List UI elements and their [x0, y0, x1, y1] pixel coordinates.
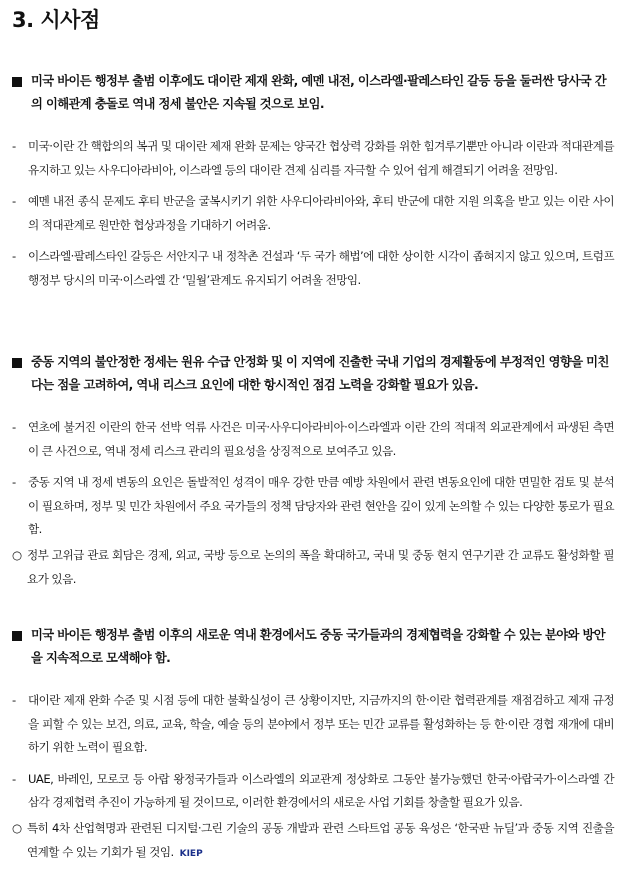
dash-marker: -: [12, 693, 16, 707]
square-bullet-icon: [12, 77, 22, 87]
dash-marker: -: [12, 475, 16, 490]
dash-marker: -: [12, 139, 16, 153]
page-title: 3. 시사점: [12, 8, 100, 32]
list-item: - 예멘 내전 종식 문제도 후티 반군을 굴복시키기 위한 사우디아라비아와, 후티 반군에 대한 지원 의혹을 받고 있는 이란 사이의 적대관계로 원만한 협상과정을 기대하기 어려움.: [12, 190, 614, 237]
headline-text: 미국 바이든 행정부 출범 이후에도 대이란 제재 완화, 예멘 내전, 이스라엘·팔레스타인 갈등 등을 둘러싼 당사국 간의 이해관계 충돌로 역내 정세 불안은 지속될 것으로 보임.: [31, 74, 606, 111]
list-item: - 미국·이란 간 핵합의의 복귀 및 대이란 제재 완화 문제는 양국간 협상력 강화를 위한 힘겨루기뿐만 아니라 이란과 적대관계를 유지하고 있는 사우디아라비아, 이스라엘 등의 대이란 견제 심리를 자극할 수 있어 쉽게 해결되기 어려울 전망임.: [12, 135, 614, 182]
circle-bullet-icon: ○: [12, 820, 22, 835]
list-item: - 중동 지역 내 정세 변동의 요인은 돌발적인 성격이 매우 강한 만큼 예방 차원에서 관련 변동요인에 대한 면밀한 검토 및 분석이 필요하며, 정부 및 민간 차원에서 주요 국가들의 정책 담당자와 관련 현안을 깊이 있게 논의할 수 있는 다양한 통로가 필요함.: [12, 471, 614, 542]
list-item: - UAE, 바레인, 모로코 등 아랍 왕정국가들과 이스라엘의 외교관계 정상화로 그동안 불가능했던 한국·아랍국가·이스라엘 간 삼각 경제협력 추진이 가능하게 될 것이므로, 이러한 환경에서의 새로운 사업 기회를 창출할 필요가 있음.: [12, 768, 614, 815]
dash-marker: -: [12, 420, 16, 434]
list-item: - 이스라엘·팔레스타인 갈등은 서안지구 내 정착촌 건설과 ‘두 국가 해법’에 대한 상이한 시각이 좁혀지지 않고 있으며, 트럼프 행정부 당시의 미국·이스라엘 간 ‘밀월’관계도 유지되기 어려울 전망임.: [12, 245, 614, 292]
square-bullet-icon: [12, 631, 22, 641]
section-2: [12, 351, 614, 591]
square-bullet-icon: [12, 358, 22, 368]
dash-marker: -: [12, 771, 16, 786]
section-3-headline: [12, 624, 614, 670]
kiep-logo: KIEP: [179, 848, 203, 859]
section-2-headline: [12, 351, 614, 397]
list-item: - 대이란 제재 완화 수준 및 시점 등에 대한 불확실성이 큰 상황이지만, 지금까지의 한·이란 협력관계를 재점검하고 제재 규정을 피할 수 있는 보건, 의료, 교육, 학술, 예술 등의 분야에서 정부 또는 민간 교류를 활성화하는 등 한·이란 경협 재개에 대비하기 위한 노력이 필요함.: [12, 689, 614, 760]
sub-list-item: ○ 정부 고위급 관료 회담은 경제, 외교, 국방 등으로 논의의 폭을 확대하고, 국내 및 중동 현지 연구기관 간 교류도 활성화할 필요가 있음.: [12, 544, 614, 591]
dash-marker: -: [12, 194, 16, 209]
section-3: [12, 624, 614, 866]
section-1: [12, 70, 614, 293]
circle-bullet-icon: ○: [12, 547, 22, 562]
list-item: - 연초에 불거진 이란의 한국 선박 억류 사건은 미국·사우디아라비아·이스라엘과 이란 간의 적대적 외교관계에서 파생된 측면이 큰 사건으로, 역내 정세 리스크 관리의 필요성을 상징적으로 보여주고 있음.: [12, 416, 614, 463]
headline-text: 중동 지역의 불안정한 정세는 원유 수급 안정화 및 이 지역에 진출한 국내 기업의 경제활동에 부정적인 영향을 미친다는 점을 고려하여, 역내 리스크 요인에 대한 항시적인 점검 노력을 강화할 필요가 있음.: [31, 355, 609, 392]
sub-list-item: ○ 특히 4차 산업혁명과 관련된 디지털·그린 기술의 공동 개발과 관련 스타트업 공동 육성은 ‘한국판 뉴딜’과 중동 지역 진출을 연계할 수 있는 기회가 될 것임. KIEP: [12, 817, 614, 866]
headline-text: 미국 바이든 행정부 출범 이후의 새로운 역내 환경에서도 중동 국가들과의 경제협력을 강화할 수 있는 분야와 방안을 지속적으로 모색해야 함.: [31, 628, 606, 665]
dash-marker: -: [12, 249, 16, 264]
section-1-headline: [12, 70, 614, 116]
